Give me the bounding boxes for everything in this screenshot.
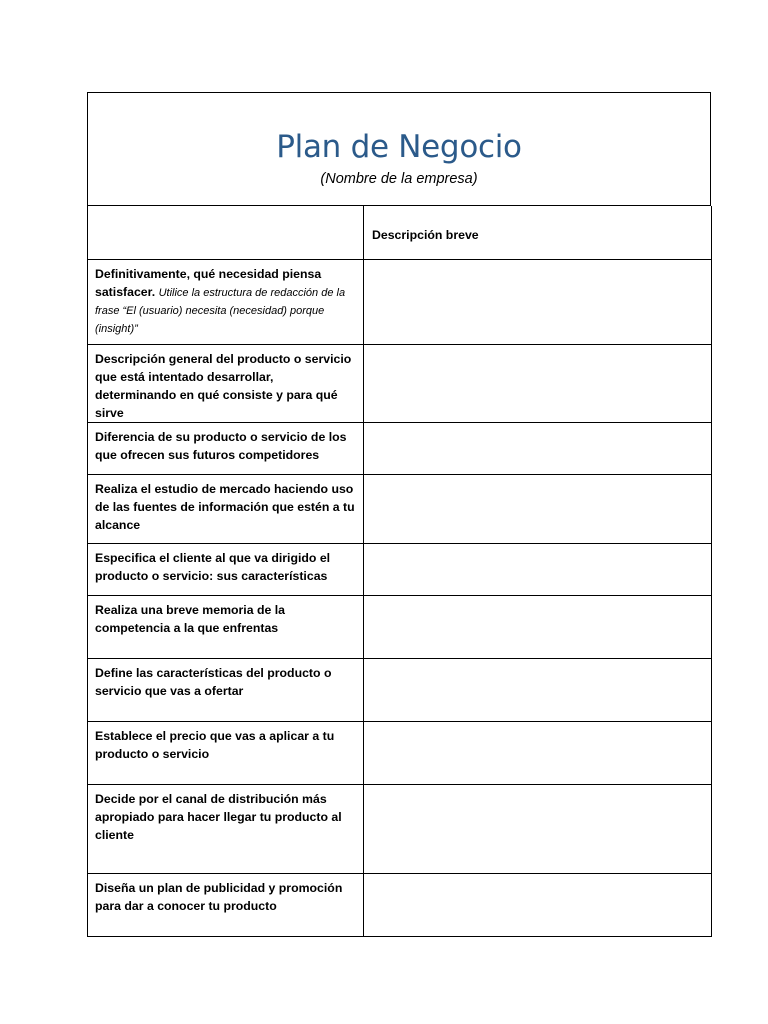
row-description-cell[interactable] — [364, 595, 712, 658]
row-label: Realiza el estudio de mercado haciendo uso de las fuentes de información que estén a tu alcance — [88, 474, 364, 543]
form-header — [87, 92, 711, 206]
table-row — [88, 784, 712, 873]
table-row — [88, 721, 712, 784]
table-row — [88, 344, 712, 422]
table-row — [88, 873, 712, 936]
row-description-cell[interactable] — [364, 543, 712, 595]
row-label: Descripción general del producto o servicio que está intentado desarrollar, determinando en qué consiste y para qué sirve — [88, 344, 364, 422]
page-title: Plan de Negocio — [276, 129, 522, 165]
table-row — [88, 543, 712, 595]
empty-header-cell — [88, 206, 364, 259]
row-description-cell[interactable] — [364, 873, 712, 936]
business-plan-form — [87, 92, 711, 937]
table-row — [88, 474, 712, 543]
row-description-cell[interactable] — [364, 474, 712, 543]
row-note: Utilice la estructura de redacción de la frase “El (usuario) necesita (necesidad) porque (insight)” — [95, 286, 346, 335]
company-name-placeholder: (Nombre de la empresa) — [320, 171, 478, 187]
row-label: Diferencia de su producto o servicio de los que ofrecen sus futuros competidores — [88, 422, 364, 474]
table-row — [88, 595, 712, 658]
row-description-cell[interactable] — [364, 344, 712, 422]
row-label-text: Definitivamente, qué necesidad piensa satisfacer. — [95, 266, 322, 299]
row-description-cell[interactable] — [364, 658, 712, 721]
row-description-cell[interactable] — [364, 784, 712, 873]
table-row — [88, 422, 712, 474]
row-description-cell[interactable] — [364, 721, 712, 784]
row-description-cell[interactable] — [364, 259, 712, 344]
row-label: Establece el precio que vas a aplicar a tu producto o servicio — [88, 721, 364, 784]
row-label: Define las características del producto o servicio que vas a ofertar — [88, 658, 364, 721]
plan-table — [87, 206, 712, 937]
table-header-row — [88, 206, 712, 259]
column-header-description: Descripción breve — [364, 206, 712, 259]
row-description-cell[interactable] — [364, 422, 712, 474]
row-label — [88, 259, 364, 344]
row-label: Decide por el canal de distribución más apropiado para hacer llegar tu producto al cliente — [88, 784, 364, 873]
row-label: Realiza una breve memoria de la competencia a la que enfrentas — [88, 595, 364, 658]
table-row — [88, 658, 712, 721]
table-row — [88, 259, 712, 344]
row-label: Especifica el cliente al que va dirigido el producto o servicio: sus características — [88, 543, 364, 595]
row-label: Diseña un plan de publicidad y promoción para dar a conocer tu producto — [88, 873, 364, 936]
